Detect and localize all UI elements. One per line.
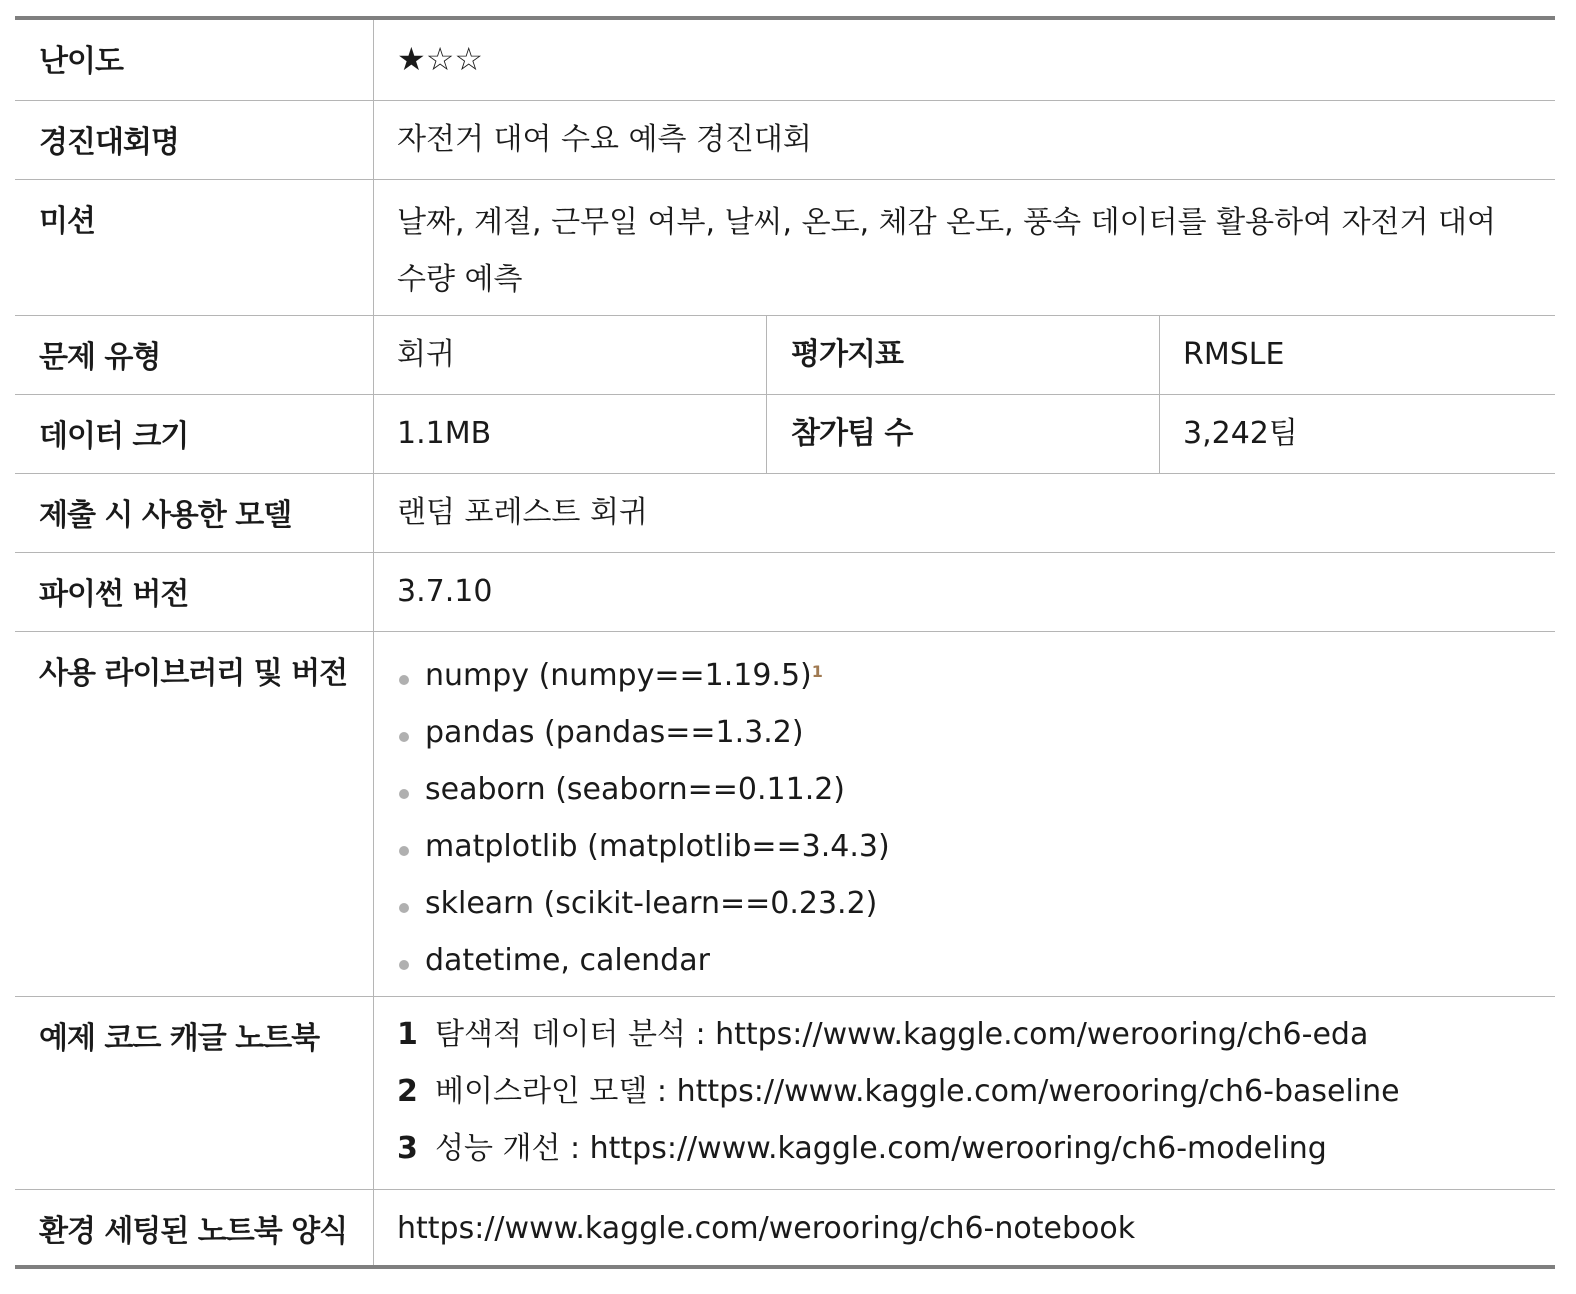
list-item [397,656,1533,713]
notebook-link[interactable]: 베이스라인 모델 : https://www.kaggle.com/werooring/ch6-baseline [435,1074,1400,1109]
difficulty-label: 난이도 [39,44,123,79]
metric-value: RMSLE [1159,316,1555,394]
list-item [397,941,1533,998]
problem-type-value: 회귀 [373,316,766,394]
star-filled-icon: ★ [397,40,426,78]
python-value: 3.7.10 [373,553,1555,631]
competition-label: 경진대회명 [39,125,179,160]
library-item-text: matplotlib (matplotlib==3.4.3) [425,829,890,864]
difficulty-value [373,20,1555,100]
notebook-link[interactable]: 탐색적 데이터 분석 : https://www.kaggle.com/werooring/ch6-eda [435,1017,1369,1052]
row-data-size [15,394,1555,473]
library-list [397,656,1533,998]
libraries-label: 사용 라이브러리 및 버전 [39,656,348,691]
mission-label: 미션 [39,204,95,239]
env-label: 환경 세팅된 노트북 양식 [39,1214,348,1249]
data-size-value: 1.1MB [373,395,766,473]
notebook-number: 2 [397,1074,418,1109]
list-item [397,1129,1533,1186]
model-label: 제출 시 사용한 모델 [39,498,292,533]
notebook-number: 3 [397,1131,418,1166]
library-item-text: seaborn (seaborn==0.11.2) [425,772,846,807]
library-item-text: pandas (pandas==1.3.2) [425,715,804,750]
list-item [397,1015,1533,1072]
competition-value: 자전거 대여 수요 예측 경진대회 [373,101,1555,179]
library-item-text: sklearn (scikit-learn==0.23.2) [425,886,878,921]
teams-value: 3,242팀 [1159,395,1555,473]
list-item [397,713,1533,770]
notebooks-label: 예제 코드 캐글 노트북 [39,1021,320,1056]
library-item-text: numpy (numpy==1.19.5) [425,658,812,693]
env-link[interactable]: https://www.kaggle.com/werooring/ch6-notebook [373,1190,1555,1265]
python-label: 파이썬 버전 [39,577,189,612]
data-size-label: 데이터 크기 [39,419,189,454]
list-item [397,827,1533,884]
teams-label: 참가팀 수 [766,395,1159,473]
row-mission [15,179,1555,315]
row-libraries [15,631,1555,996]
row-model [15,473,1555,552]
library-item-text: datetime, calendar [425,943,710,978]
model-value: 랜덤 포레스트 회귀 [373,474,1555,552]
footnote-marker[interactable]: 1 [811,662,823,681]
notebook-link[interactable]: 성능 개선 : https://www.kaggle.com/werooring/ch6-modeling [435,1131,1327,1166]
mission-value: 날짜, 계절, 근무일 여부, 날씨, 온도, 체감 온도, 풍속 데이터를 활용하여 자전거 대여 수량 예측 [373,180,1555,315]
row-python [15,552,1555,631]
list-item [397,1072,1533,1129]
notebook-list [397,1015,1533,1186]
star-empty-icon: ☆☆ [425,40,484,78]
row-difficulty [15,20,1555,100]
notebooks-value [373,997,1555,1189]
metric-label: 평가지표 [766,316,1159,394]
notebook-number: 1 [397,1017,418,1052]
competition-info-table [15,16,1555,1269]
row-problem-type [15,315,1555,394]
problem-type-label: 문제 유형 [39,340,161,375]
row-notebooks [15,996,1555,1189]
row-competition [15,100,1555,179]
list-item [397,770,1533,827]
list-item [397,884,1533,941]
row-env [15,1189,1555,1265]
libraries-value [373,632,1555,996]
